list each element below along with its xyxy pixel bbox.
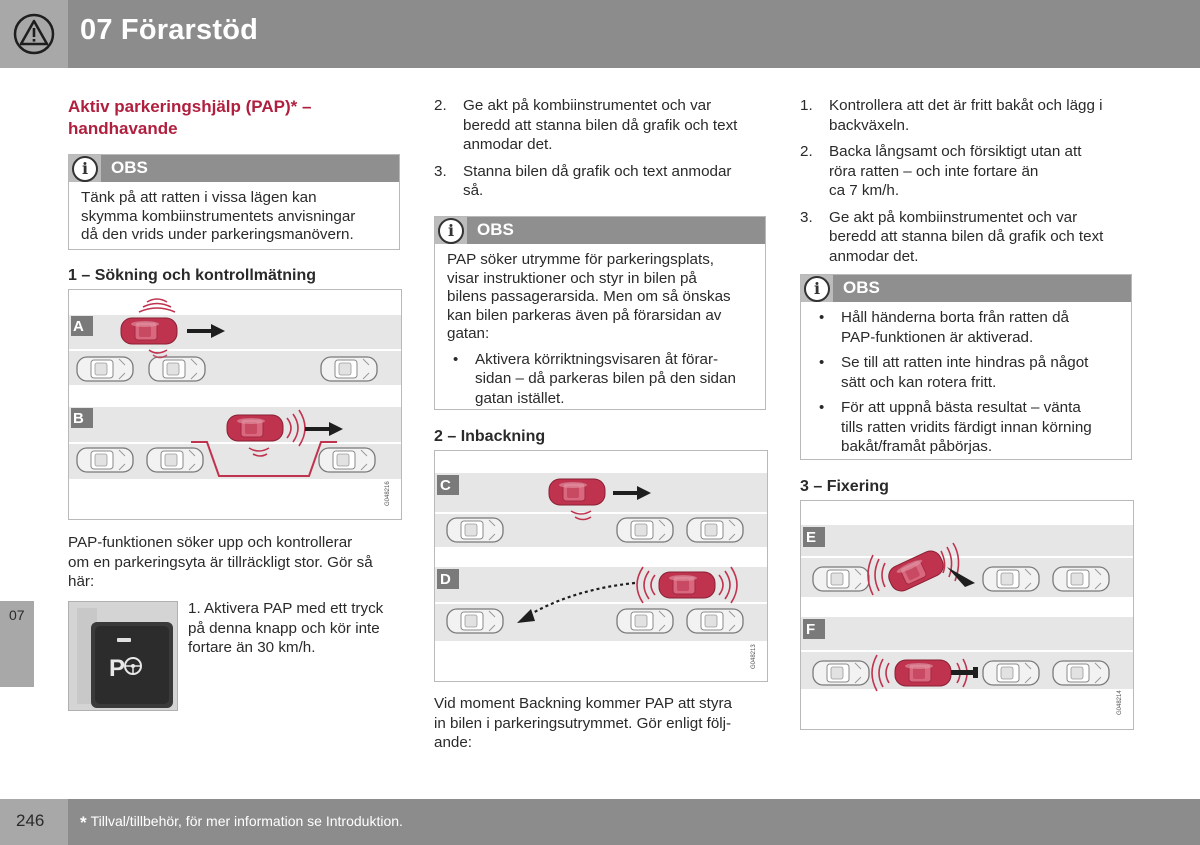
pap-button-photo	[68, 601, 178, 711]
info-icon-box	[69, 155, 101, 182]
page-footer	[0, 799, 1200, 845]
bullet-line: • För att uppnå bästa resultat – vänta	[841, 399, 1081, 416]
warning-icon-box	[0, 0, 68, 68]
bullet-line: sätt och kan rotera fritt.	[841, 373, 997, 391]
step-1-text	[188, 599, 408, 658]
reversing-paragraph	[434, 694, 774, 753]
chapter-side-tab	[0, 601, 34, 687]
figure-label-a: A	[73, 318, 84, 335]
footnote	[80, 813, 403, 833]
paragraph-line: här:	[68, 573, 95, 590]
figure-label-b: B	[73, 410, 84, 427]
step-line: anmodar det.	[829, 247, 919, 265]
list-item	[434, 96, 770, 155]
figure-reversing	[434, 450, 768, 682]
footnote-text: Tillval/tillbehör, för mer information se Introduktion.	[90, 813, 403, 829]
figure-2-drawing	[435, 451, 767, 681]
step-line: beredd att stanna bilen då grafik och text	[829, 228, 1104, 245]
obs-line: kan bilen parkeras även på förarsidan av	[447, 306, 722, 324]
bullet-line: gatan istället.	[475, 389, 565, 407]
figure-1-drawing	[69, 290, 401, 519]
bullet-line: sidan – då parkeras bilen på den sidan	[475, 370, 736, 387]
paragraph-line: om en parkeringsyta är tillräckligt stor. Gör så	[68, 553, 373, 571]
list-item	[434, 162, 770, 201]
bullet-line: PAP-funktionen är aktiverad.	[841, 328, 1034, 346]
info-icon-box	[801, 275, 833, 302]
obs-line: PAP söker utrymme för parkeringsplats,	[447, 251, 715, 268]
obs-label: OBS	[843, 278, 880, 297]
heading-line: handhavande	[68, 119, 178, 138]
step-number: 3.	[800, 208, 813, 226]
figure-code: G048213	[751, 644, 757, 669]
bullet-line: • Se till att ratten inte hindras på något	[841, 354, 1089, 371]
obs-header	[435, 217, 765, 244]
subsection-title: 3 – Fixering	[800, 478, 889, 495]
obs-line: skymma kombiinstrumentets anvisningar	[81, 207, 356, 225]
figure-label-f: F	[806, 621, 816, 638]
obs-line: då den vrids under parkeringsmanövern.	[81, 226, 354, 243]
list-item	[447, 350, 753, 409]
obs-line: Tänk på att ratten i vissa lägen kan	[81, 189, 317, 206]
step-line: Backa långsamt och försiktigt utan att	[829, 143, 1082, 160]
section-heading	[68, 96, 408, 140]
steps-list	[800, 96, 1140, 273]
obs-note-box	[800, 274, 1132, 460]
paragraph-line: 1. Aktivera PAP med ett tryck	[188, 600, 384, 617]
obs-line: gatan:	[447, 325, 490, 342]
obs-label: OBS	[477, 220, 514, 239]
step-line: Kontrollera att det är fritt bakåt och lägg i	[829, 97, 1103, 114]
bullet-line: • Aktivera körriktningsvisaren åt förar-	[475, 350, 719, 368]
subsection-title: 2 – Inbackning	[434, 428, 546, 445]
obs-body	[69, 182, 399, 253]
list-item	[813, 353, 1119, 392]
figure-search-measure	[68, 289, 402, 520]
steps-list	[434, 96, 770, 208]
paragraph-line: fortare än 30 km/h.	[188, 639, 316, 656]
step-line: beredd att stanna bilen då grafik och text	[463, 116, 738, 134]
list-item	[813, 308, 1119, 347]
paragraph-line: PAP-funktionen söker upp och kontrollerar	[68, 534, 353, 551]
step-number: 2.	[800, 143, 813, 160]
obs-body	[435, 244, 765, 422]
step-line: Stanna bilen då grafik och text anmodar	[463, 162, 732, 180]
list-item	[800, 208, 1140, 267]
figure-label-e: E	[806, 529, 817, 546]
info-icon-box	[435, 217, 467, 244]
obs-note-box	[68, 154, 400, 250]
list-item	[800, 96, 1140, 135]
figure-label-d: D	[440, 571, 451, 588]
footnote-star: *	[80, 813, 87, 832]
parking-assist-button-icon	[69, 602, 177, 710]
obs-label: OBS	[111, 158, 148, 177]
obs-line: bilens passagerarsida. Men om så önskas	[447, 288, 731, 305]
step-line: backväxeln.	[829, 116, 910, 134]
page-number: 246	[16, 811, 45, 830]
page-header	[0, 0, 1200, 68]
step-line: så.	[463, 182, 484, 199]
step-line: anmodar det.	[463, 136, 553, 153]
figure-fixing	[800, 500, 1134, 730]
step-line: ca 7 km/h.	[829, 182, 900, 199]
obs-bullets	[813, 308, 1119, 457]
step-number: 2.	[434, 97, 447, 114]
figure-code: G048216	[385, 481, 391, 506]
chapter-title: 07 Förarstöd	[80, 14, 259, 46]
step-line: röra ratten – och inte fortare än	[829, 162, 1039, 180]
figure-code: G048214	[1117, 690, 1123, 715]
step-line: Ge akt på kombiinstrumentet och var	[829, 208, 1078, 226]
svg-text:P: P	[109, 655, 126, 682]
paragraph-line: ande:	[434, 734, 473, 751]
bullet-line: tills ratten vridits färdigt innan körning	[841, 418, 1092, 436]
figure-3-drawing	[801, 501, 1133, 729]
paragraph-line: på denna knapp och kör inte	[188, 619, 380, 637]
subsection-title: 1 – Sökning och kontrollmätning	[68, 267, 317, 284]
obs-note-box	[434, 216, 766, 410]
list-item	[813, 398, 1119, 457]
obs-bullets	[447, 350, 753, 409]
paragraph-line: Vid moment Backning kommer PAP att styra	[434, 695, 732, 712]
info-icon: i	[438, 218, 464, 244]
step-number: 3.	[434, 162, 447, 180]
intro-paragraph	[68, 533, 408, 592]
side-tab-label: 07	[9, 607, 25, 623]
paragraph-line: in bilen i parkeringsutrymmet. Gör enligt följ-	[434, 714, 732, 732]
step-line: Ge akt på kombiinstrumentet och var	[463, 97, 712, 114]
bullet-line: bakåt/framåt påbörjas.	[841, 438, 993, 455]
heading-line: Aktiv parkeringshjälp (PAP)* –	[68, 97, 312, 116]
info-icon: i	[804, 276, 830, 302]
obs-line: visar instruktioner och styr in bilen på	[447, 269, 697, 287]
figure-label-c: C	[440, 477, 451, 494]
obs-header	[69, 155, 399, 182]
bullet-line: • Håll händerna borta från ratten då	[841, 309, 1069, 326]
step-number: 1.	[800, 97, 813, 114]
page-number-box	[0, 799, 68, 845]
info-icon: i	[72, 156, 98, 182]
obs-body	[801, 302, 1131, 471]
warning-triangle-icon	[13, 13, 55, 55]
list-item	[800, 142, 1140, 201]
obs-header	[801, 275, 1131, 302]
